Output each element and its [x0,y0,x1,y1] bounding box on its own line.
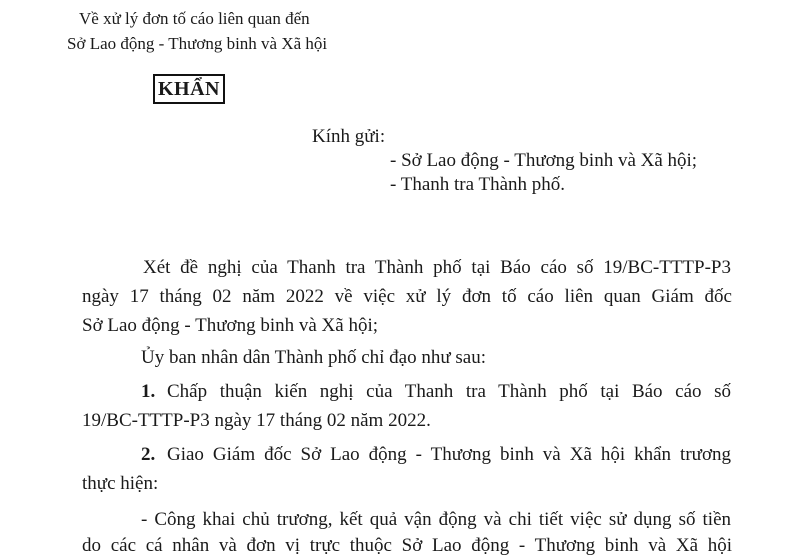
item-2-line-2: thực hiện: [82,473,159,494]
subject-line-1: Về xử lý đơn tố cáo liên quan đến [79,9,310,28]
salutation: Kính gửi: [312,126,386,147]
paragraph-1-line-2: ngày 17 tháng 02 năm 2022 về việc xử lý đơn tố cáo liên quan Giám đốc [82,286,732,307]
paragraph-1-line-3: Sở Lao động - Thương binh và Xã hội; [82,315,379,336]
subject-line-2: Sở Lao động - Thương binh và Xã hội [67,34,328,53]
item-2-sub-line-2: do các cá nhân và đơn vị trực thuộc Sở Lao động - Thương binh và Xã hội [82,535,732,556]
paragraph-1-line-1: Xét đề nghị của Thanh tra Thành phố tại Báo cáo số 19/BC-TTTP-P3 [143,257,731,278]
recipient-item: - Sở Lao động - Thương binh và Xã hội; [390,150,698,171]
urgent-stamp: KHẨN [153,74,225,104]
item-2-line-1: Giao Giám đốc Sở Lao động - Thương binh và Xã hội khẩn trương [167,444,731,465]
item-1-line-2: 19/BC-TTTP-P3 ngày 17 tháng 02 năm 2022. [82,410,431,431]
item-2-number: 2. [141,444,156,465]
paragraph-2: Ủy ban nhân dân Thành phố chỉ đạo như sau: [141,347,487,368]
item-2-sub-line-1: - Công khai chủ trương, kết quả vận động và chi tiết việc sử dụng số tiền [141,509,731,530]
item-1-line-1: Chấp thuận kiến nghị của Thanh tra Thành phố tại Báo cáo số [167,381,731,402]
item-1-number: 1. [141,381,156,402]
recipient-item: - Thanh tra Thành phố. [390,174,566,195]
